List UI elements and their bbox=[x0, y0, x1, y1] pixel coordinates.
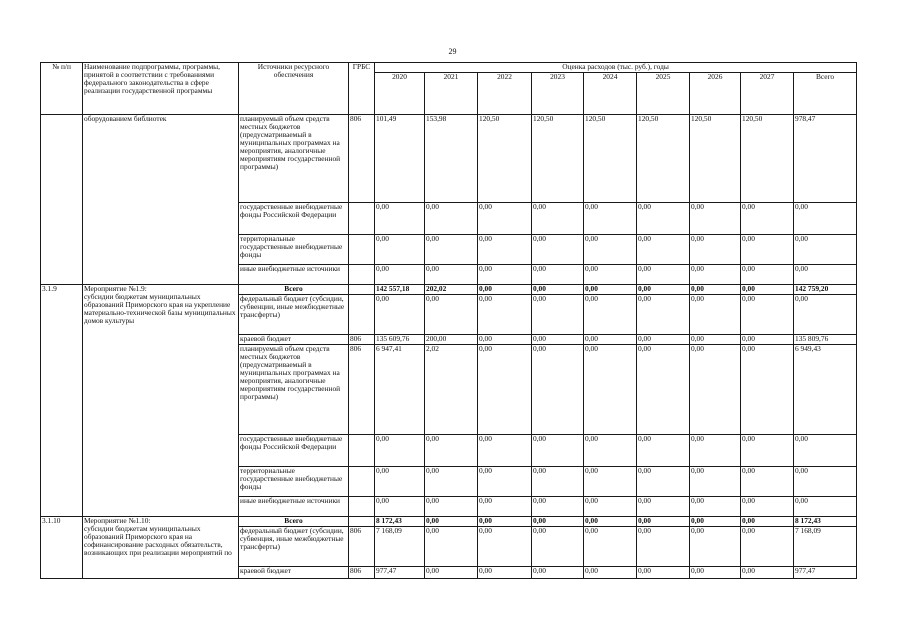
grbs-cell bbox=[349, 435, 375, 467]
value-cell: 135 809,76 bbox=[794, 335, 857, 345]
value-cell: 200,00 bbox=[425, 335, 478, 345]
value-cell: 0,00 bbox=[741, 517, 794, 527]
table-row bbox=[41, 285, 857, 295]
value-cell: 0,00 bbox=[584, 517, 637, 527]
value-cell: 0,00 bbox=[741, 345, 794, 435]
value-cell: 0,00 bbox=[690, 285, 741, 295]
source-cell: федеральный бюджет (субсидии, субвенции, иные межбюджетные трансферты) bbox=[239, 295, 349, 335]
measure-desc: субсидии бюджетам муниципальных образований Приморского края на укрепление материально-технической базы муниципальных домов культуры bbox=[84, 292, 236, 325]
program-name: оборудованием библиотек bbox=[83, 115, 239, 285]
source-cell: государственные внебюджетные фонды Российской Федерации bbox=[239, 203, 349, 235]
row-num: 3.1.9 bbox=[41, 285, 83, 517]
value-cell: 153,98 bbox=[425, 115, 478, 203]
measure-title: Мероприятие №1.9: bbox=[84, 284, 147, 293]
budget-table bbox=[40, 62, 857, 579]
value-cell: 0,00 bbox=[375, 295, 425, 335]
year-col: 2025 bbox=[637, 73, 690, 115]
value-cell: 0,00 bbox=[425, 567, 478, 579]
value-cell: 0,00 bbox=[794, 203, 857, 235]
value-cell: 0,00 bbox=[584, 335, 637, 345]
value-cell: 0,00 bbox=[375, 265, 425, 285]
value-cell: 0,00 bbox=[584, 235, 637, 265]
value-cell: 120,50 bbox=[741, 115, 794, 203]
value-cell: 0,00 bbox=[690, 265, 741, 285]
source-cell: территориальные государственные внебюджетные фонды bbox=[239, 235, 349, 265]
value-cell: 0,00 bbox=[584, 295, 637, 335]
grbs-cell: 806 bbox=[349, 527, 375, 567]
year-col: 2023 bbox=[532, 73, 584, 115]
value-cell: 0,00 bbox=[532, 527, 584, 567]
value-cell: 0,00 bbox=[637, 285, 690, 295]
value-cell: 0,00 bbox=[478, 235, 532, 265]
value-cell: 120,50 bbox=[532, 115, 584, 203]
value-cell: 0,00 bbox=[532, 517, 584, 527]
value-cell: 0,00 bbox=[425, 517, 478, 527]
grbs-cell bbox=[349, 285, 375, 295]
value-cell: 0,00 bbox=[532, 567, 584, 579]
value-cell: 6 947,41 bbox=[375, 345, 425, 435]
page-number: 29 bbox=[448, 47, 457, 56]
value-cell: 0,00 bbox=[532, 435, 584, 467]
value-cell: 0,00 bbox=[637, 497, 690, 517]
value-cell: 0,00 bbox=[375, 435, 425, 467]
total-label: Всего bbox=[239, 285, 349, 295]
measure-desc: субсидии бюджетам муниципальных образований Приморского края на софинансирование расходных обязательств, возникающих при реализации мероприятий по bbox=[84, 524, 232, 557]
total-col: Всего bbox=[794, 73, 857, 115]
source-cell: планируемый объем средств местных бюджетов (предусматриваемый в муниципальных программах на мероприятия, аналогичные мероприятиям государственной программы) bbox=[239, 345, 349, 435]
value-cell: 0,00 bbox=[637, 295, 690, 335]
header-source: Источники ресурсного обеспечения bbox=[239, 63, 349, 115]
value-cell: 0,00 bbox=[425, 527, 478, 567]
source-cell: краевой бюджет bbox=[239, 567, 349, 579]
header-group: Оценка расходов (тыс. руб.), годы bbox=[375, 63, 857, 73]
year-col: 2026 bbox=[690, 73, 741, 115]
value-cell: 0,00 bbox=[425, 497, 478, 517]
grbs-cell: 806 bbox=[349, 115, 375, 203]
header-name: Наименование подпрограммы, программы, принятой в соответствии с требованиями федерального законодательства в сфере реализации государственной программы bbox=[83, 63, 239, 115]
value-cell: 0,00 bbox=[637, 567, 690, 579]
value-cell: 0,00 bbox=[478, 265, 532, 285]
value-cell: 6 949,43 bbox=[794, 345, 857, 435]
source-cell: государственные внебюджетные фонды Российской Федерации bbox=[239, 435, 349, 467]
value-cell: 0,00 bbox=[425, 467, 478, 497]
value-cell: 0,00 bbox=[478, 527, 532, 567]
value-cell: 0,00 bbox=[532, 345, 584, 435]
grbs-cell bbox=[349, 265, 375, 285]
value-cell: 0,00 bbox=[584, 285, 637, 295]
value-cell: 0,00 bbox=[690, 295, 741, 335]
value-cell: 0,00 bbox=[584, 467, 637, 497]
value-cell: 0,00 bbox=[637, 345, 690, 435]
value-cell: 7 168,09 bbox=[375, 527, 425, 567]
value-cell: 0,00 bbox=[425, 203, 478, 235]
value-cell: 0,00 bbox=[741, 435, 794, 467]
value-cell: 0,00 bbox=[690, 517, 741, 527]
value-cell: 7 168,09 bbox=[794, 527, 857, 567]
value-cell: 0,00 bbox=[532, 335, 584, 345]
source-cell: иные внебюджетные источники bbox=[239, 265, 349, 285]
value-cell: 142 557,18 bbox=[375, 285, 425, 295]
table-row bbox=[41, 115, 857, 203]
table-row bbox=[41, 517, 857, 527]
value-cell: 0,00 bbox=[375, 497, 425, 517]
value-cell: 0,00 bbox=[375, 203, 425, 235]
value-cell: 977,47 bbox=[375, 567, 425, 579]
value-cell: 135 609,76 bbox=[375, 335, 425, 345]
value-cell: 0,00 bbox=[690, 467, 741, 497]
value-cell: 8 172,43 bbox=[794, 517, 857, 527]
value-cell: 0,00 bbox=[532, 285, 584, 295]
measure-title: Мероприятие №1.10: bbox=[84, 516, 151, 525]
grbs-cell: 806 bbox=[349, 567, 375, 579]
year-col: 2022 bbox=[478, 73, 532, 115]
value-cell: 120,50 bbox=[584, 115, 637, 203]
grbs-cell bbox=[349, 467, 375, 497]
year-col: 2027 bbox=[741, 73, 794, 115]
value-cell: 0,00 bbox=[690, 235, 741, 265]
value-cell: 0,00 bbox=[637, 265, 690, 285]
value-cell: 0,00 bbox=[690, 567, 741, 579]
value-cell: 0,00 bbox=[637, 467, 690, 497]
value-cell: 202,02 bbox=[425, 285, 478, 295]
value-cell: 978,47 bbox=[794, 115, 857, 203]
value-cell: 0,00 bbox=[741, 335, 794, 345]
value-cell: 2,02 bbox=[425, 345, 478, 435]
value-cell: 0,00 bbox=[741, 567, 794, 579]
year-col: 2024 bbox=[584, 73, 637, 115]
value-cell: 0,00 bbox=[690, 335, 741, 345]
value-cell: 0,00 bbox=[478, 517, 532, 527]
header-row bbox=[41, 63, 857, 73]
value-cell: 0,00 bbox=[637, 335, 690, 345]
value-cell: 0,00 bbox=[794, 497, 857, 517]
value-cell: 0,00 bbox=[690, 497, 741, 517]
value-cell: 0,00 bbox=[584, 345, 637, 435]
value-cell: 0,00 bbox=[794, 295, 857, 335]
value-cell: 0,00 bbox=[478, 335, 532, 345]
value-cell: 120,50 bbox=[637, 115, 690, 203]
program-name bbox=[83, 285, 239, 517]
value-cell: 0,00 bbox=[532, 265, 584, 285]
source-cell: иные внебюджетные источники bbox=[239, 497, 349, 517]
program-name bbox=[83, 517, 239, 579]
value-cell: 0,00 bbox=[794, 235, 857, 265]
value-cell: 0,00 bbox=[478, 345, 532, 435]
value-cell: 0,00 bbox=[794, 265, 857, 285]
value-cell: 0,00 bbox=[478, 295, 532, 335]
value-cell: 0,00 bbox=[741, 285, 794, 295]
value-cell: 0,00 bbox=[690, 527, 741, 567]
value-cell: 0,00 bbox=[690, 435, 741, 467]
value-cell: 120,50 bbox=[478, 115, 532, 203]
grbs-cell: 806 bbox=[349, 345, 375, 435]
value-cell: 0,00 bbox=[794, 467, 857, 497]
value-cell: 0,00 bbox=[741, 235, 794, 265]
value-cell: 0,00 bbox=[532, 203, 584, 235]
source-cell: планируемый объем средств местных бюджетов (предусматриваемый в муниципальных программах на мероприятия, аналогичные мероприятиям государственной программы) bbox=[239, 115, 349, 203]
value-cell: 0,00 bbox=[584, 435, 637, 467]
value-cell: 0,00 bbox=[478, 203, 532, 235]
value-cell: 0,00 bbox=[584, 527, 637, 567]
value-cell: 0,00 bbox=[584, 265, 637, 285]
value-cell: 0,00 bbox=[532, 497, 584, 517]
value-cell: 0,00 bbox=[637, 235, 690, 265]
value-cell: 0,00 bbox=[741, 527, 794, 567]
value-cell: 101,49 bbox=[375, 115, 425, 203]
value-cell: 0,00 bbox=[425, 435, 478, 467]
value-cell: 8 172,43 bbox=[375, 517, 425, 527]
grbs-cell bbox=[349, 517, 375, 527]
value-cell: 0,00 bbox=[741, 295, 794, 335]
value-cell: 0,00 bbox=[425, 235, 478, 265]
value-cell: 0,00 bbox=[425, 265, 478, 285]
value-cell: 0,00 bbox=[584, 497, 637, 517]
value-cell: 0,00 bbox=[637, 517, 690, 527]
value-cell: 0,00 bbox=[741, 265, 794, 285]
value-cell: 977,47 bbox=[794, 567, 857, 579]
value-cell: 0,00 bbox=[794, 435, 857, 467]
grbs-cell bbox=[349, 235, 375, 265]
grbs-cell: 806 bbox=[349, 335, 375, 345]
source-cell: территориальные государственные внебюджетные фонды bbox=[239, 467, 349, 497]
value-cell: 142 759,20 bbox=[794, 285, 857, 295]
value-cell: 0,00 bbox=[532, 467, 584, 497]
value-cell: 0,00 bbox=[637, 527, 690, 567]
header-num: № п/п bbox=[41, 63, 83, 115]
value-cell: 0,00 bbox=[478, 497, 532, 517]
total-label: Всего bbox=[239, 517, 349, 527]
year-col: 2020 bbox=[375, 73, 425, 115]
value-cell: 0,00 bbox=[532, 235, 584, 265]
value-cell: 0,00 bbox=[690, 203, 741, 235]
value-cell: 0,00 bbox=[741, 467, 794, 497]
value-cell: 0,00 bbox=[375, 467, 425, 497]
value-cell: 0,00 bbox=[478, 285, 532, 295]
value-cell: 0,00 bbox=[741, 497, 794, 517]
value-cell: 120,50 bbox=[690, 115, 741, 203]
grbs-cell bbox=[349, 497, 375, 517]
row-num: 3.1.10 bbox=[41, 517, 83, 579]
value-cell: 0,00 bbox=[741, 203, 794, 235]
source-cell: федеральный бюджет (субсидии, субвенция, иные межбюджетные трансферты) bbox=[239, 527, 349, 567]
source-cell: краевой бюджет bbox=[239, 335, 349, 345]
value-cell: 0,00 bbox=[637, 435, 690, 467]
value-cell: 0,00 bbox=[637, 203, 690, 235]
value-cell: 0,00 bbox=[478, 467, 532, 497]
value-cell: 0,00 bbox=[478, 435, 532, 467]
value-cell: 0,00 bbox=[532, 295, 584, 335]
row-num bbox=[41, 115, 83, 285]
value-cell: 0,00 bbox=[375, 235, 425, 265]
grbs-cell bbox=[349, 203, 375, 235]
value-cell: 0,00 bbox=[584, 567, 637, 579]
value-cell: 0,00 bbox=[584, 203, 637, 235]
value-cell: 0,00 bbox=[690, 345, 741, 435]
year-col: 2021 bbox=[425, 73, 478, 115]
header-grbs: ГРБС bbox=[349, 63, 375, 115]
grbs-cell bbox=[349, 295, 375, 335]
value-cell: 0,00 bbox=[478, 567, 532, 579]
value-cell: 0,00 bbox=[425, 295, 478, 335]
